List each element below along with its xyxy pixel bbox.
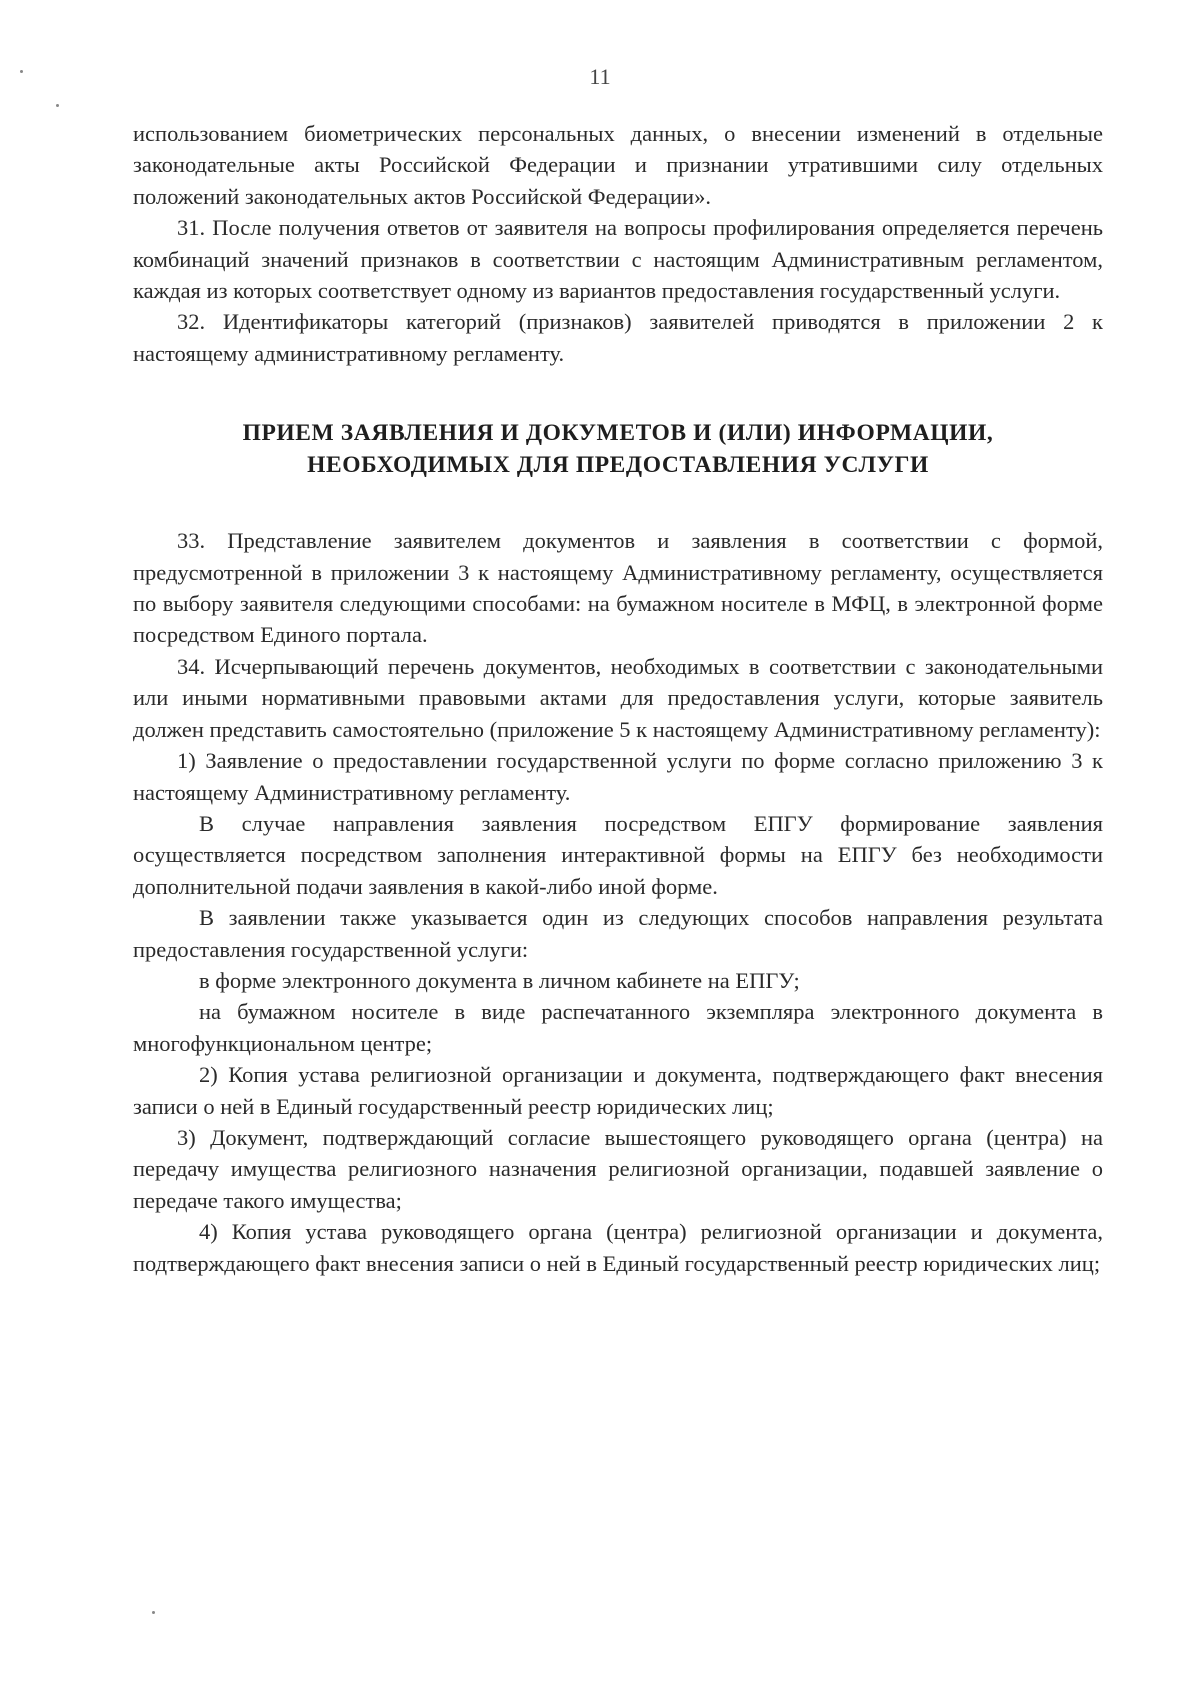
paragraph-epgu-form: В случае направления заявления посредством ЕПГУ формирование заявления осуществляется посредством заполнения интерактивной формы на ЕПГУ без необходимости дополнительной подачи заявления в какой-либо иной форме. bbox=[133, 810, 1103, 899]
list-item-4: 4) Копия устава руководящего органа (центра) религиозной организации и документа, подтверждающего факт внесения записи о ней в Единый государственный реестр юридических лиц; bbox=[133, 1219, 1103, 1276]
method-paper: на бумажном носителе в виде распечатанного экземпляра электронного документа в многофункциональном центре; bbox=[133, 999, 1103, 1056]
list-item-2: 2) Копия устава религиозной организации и документа, подтверждающего факт внесения записи о ней в Единый государственный реестр юридических лиц; bbox=[133, 1062, 1103, 1119]
list-item-1: 1) Заявление о предоставлении государственной услуги по форме согласно приложению 3 к настоящему Административному регламенту. bbox=[133, 748, 1103, 805]
paragraph-result-methods: В заявлении также указывается один из следующих способов направления результата предоставления государственной услуги: bbox=[133, 905, 1103, 962]
scan-speck bbox=[56, 104, 59, 107]
scan-speck bbox=[152, 1611, 155, 1614]
paragraph-32: 32. Идентификаторы категорий (признаков) заявителей приводятся в приложении 2 к настоящему административному регламенту. bbox=[133, 309, 1103, 366]
paragraph-31: 31. После получения ответов от заявителя на вопросы профилирования определяется перечень комбинаций значений признаков в соответствии с настоящим Административным регламентом, каждая из которых соответствует одному из вариантов предоставления государственный услуги. bbox=[133, 215, 1103, 304]
paragraph-33: 33. Представление заявителем документов и заявления в соответствии с формой, предусмотренной в приложении 3 к настоящему Административному регламенту, осуществляется по выбору заявителя следующими способами: на бумажном носителе в МФЦ, в электронной форме посредством Единого портала. bbox=[133, 528, 1103, 648]
section-heading bbox=[133, 417, 1103, 481]
paragraph-continuation: использованием биометрических персональных данных, о внесении изменений в отдельные законодательные акты Российской Федерации и признании утратившими силу отдельных положений законодательных актов Российской Федерации». bbox=[133, 121, 1103, 209]
paragraph-34: 34. Исчерпывающий перечень документов, необходимых в соответствии с законодательными или иными нормативными правовыми актами для предоставления услуги, которые заявитель должен представить самостоятельно (приложение 5 к настоящему Административному регламенту): bbox=[133, 653, 1103, 742]
document-body bbox=[133, 118, 1103, 1279]
section-heading-line-2: НЕОБХОДИМЫХ ДЛЯ ПРЕДОСТАВЛЕНИЯ УСЛУГИ bbox=[307, 452, 929, 479]
page-number: 11 bbox=[589, 64, 611, 89]
list-item-3: 3) Документ, подтверждающий согласие вышестоящего руководящего органа (центра) на передачу имущества религиозного назначения религиозной организации, подавшей заявление о передаче такого имущества; bbox=[133, 1124, 1103, 1213]
method-electronic: в форме электронного документа в личном кабинете на ЕПГУ; bbox=[199, 967, 800, 993]
section-heading-line-1: ПРИЕМ ЗАЯВЛЕНИЯ И ДОКУМЕТОВ И (ИЛИ) ИНФОРМАЦИИ, bbox=[242, 420, 994, 447]
